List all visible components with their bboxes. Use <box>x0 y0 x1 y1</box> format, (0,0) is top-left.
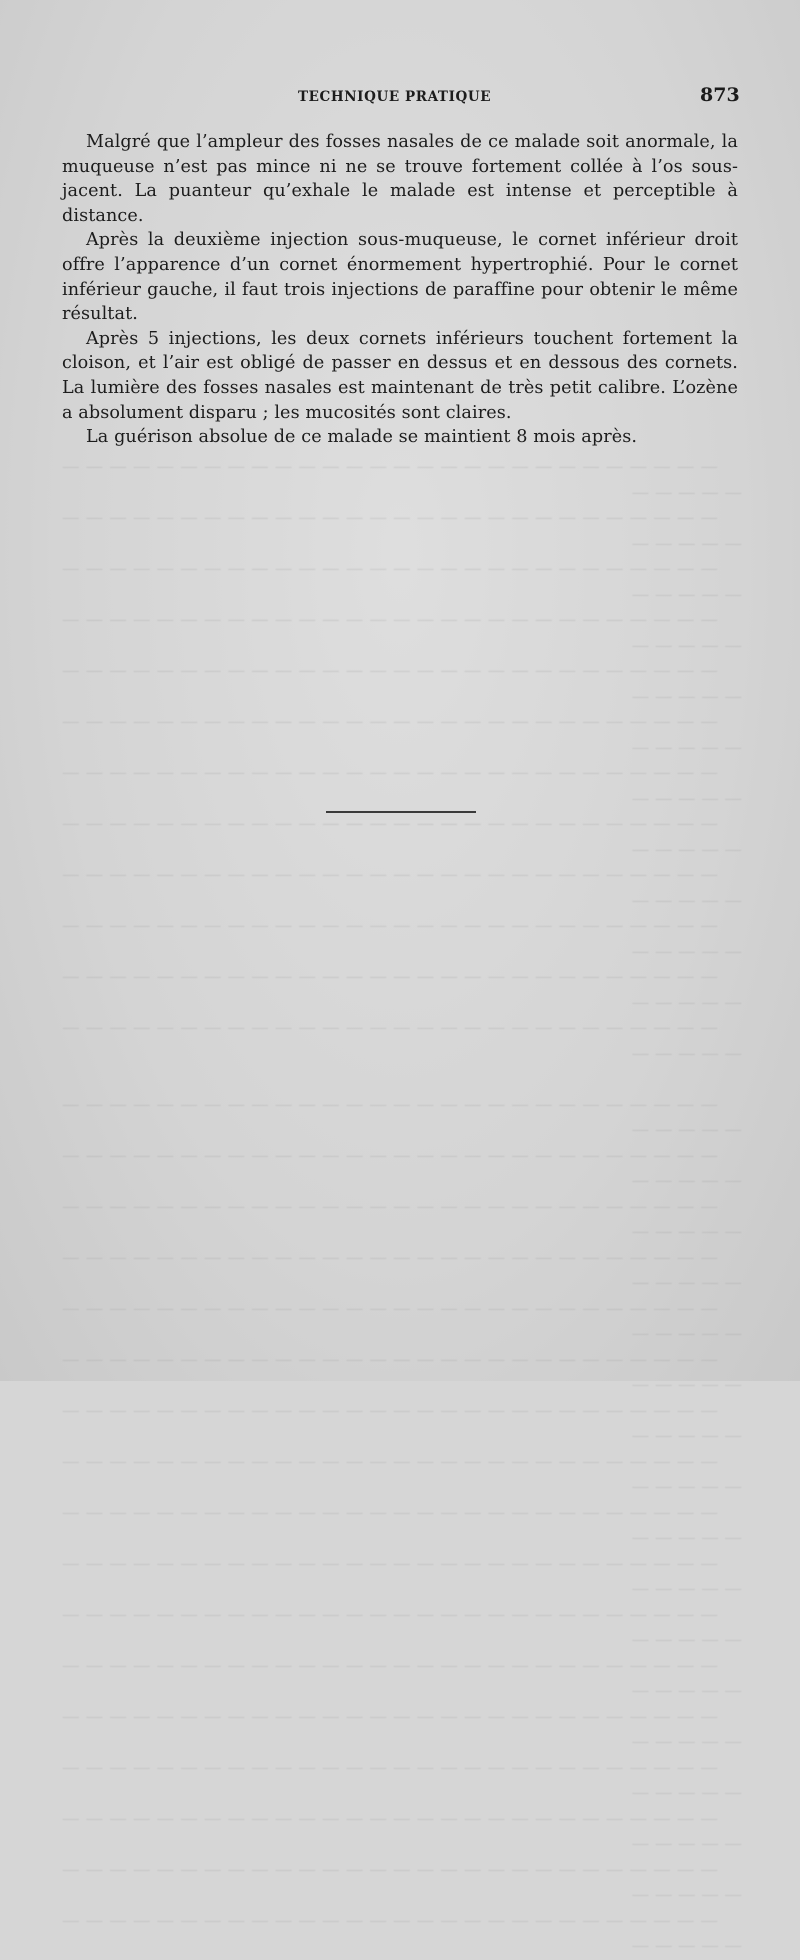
paragraph: Après la deuxième injection sous-muqueuse, le cornet inférieur droit offre l’apparence d’un cornet énormement hypertrophié. Pour le cornet inférieur gauche, il faut trois injections de paraffine pour obtenir le même résultat. <box>62 230 738 325</box>
body-text <box>62 130 738 450</box>
section-separator <box>326 811 476 813</box>
running-head: TECHNIQUE PRATIQUE <box>298 89 492 105</box>
show-through-bleed: — — — — — — — — — — — — — — — — — — — — — — — — — — — — — — — — — — — — — — — — — — — — — — — — — — — — — — — — — — — — — — — — — — — — — — — — — — — — — — — — — — — — — — — — — — — — — — — — — — — — — — — — — — — — — — — — — — — — — — — — — — — — — — — — — — — — — — — — — — — — — — — — — — — — — — — — — — — — — — — — — — — — — — — — — — — — — — — — — — — — — — — — — — — — — — — — — — — — — — — — — — — — — — — — — — — — — — — — — — — — — — — — — — — — — — — — — — — — — — — — — — — — — — — — — — — — — — — — — — — — — — — — — — — — — — — — — — — — — — — — — — — — — — — — — — — — — — — — — — — — — — — — — — — — — — — — — — — — — — — — — — — — — — — — — — — — — — — — — — — — — — — — — — — — — — — — — — — — — — — — — — — — — — — — — — — — — — — — — — — — — — — — — — — — — — — — — — — — — — — — — — — — — — — — — — — — — — — — — — — — — — — — — — — — — — — — — — — — — — — — — — — — — — — — — — — — — — — — — — — — — — — — — — — — — — — — — — — — — — — — — — — — — — — — — — — — — — — — — — — — — — — — — — — — — — — — — — — — — — — — — — — — — — — — — — — — — — — — — — — — — — — — — — — — — — — — — — — — — — — — — — — — — — — — — — — — — — — — — — — — — — — — — — — — — — — — — — — — — — — — — — — — — — — — — — — — — — — — — — — — — — — — — — — — — — — — — — — — — — — — — — — — — — — — — — — — — — — — — — — — — — — — — — — — — — — — — — — — — — — — — — — — — — — — — — — — — — — — — — — — — — — — — — — — — — — — — — — — — — — — — — — — — — — — — — — — — — — — — — — — — — — — — — — — — — — — — — — — — — — — — — — — — — — — — — — — — — — — — — — — — — — — — — — — — — — — — — — — — — — — — — — — — — — — — — — — — — — — — — — — — — — — — — — — — — — — — — — — — — — — — — — — — — — — — — — — — — — — — — — — — — — — — — — — — — — — — — — — — — — — — — — — — — — — — — — — — — — — — — — — — — — — — — — — — — — — — — — — — — — — — — — — — — — — — — — — — — — — — — — — — — — — — — — — — — — — — — — — — <box>62 457 742 1956</box>
paragraph: Après 5 injections, les deux cornets inférieurs touchent fortement la cloison, et l’air est obligé de passer en dessus et en dessous des cornets. La lumière des fosses nasales est maintenant de très petit calibre. L’ozène a absolument disparu ; les mucosités sont claires. <box>62 328 738 423</box>
paragraph: La guérison absolue de ce malade se maintient 8 mois après. <box>86 427 638 448</box>
page-number: 873 <box>700 84 740 106</box>
paragraph: Malgré que l’ampleur des fosses nasales de ce malade soit anormale, la muqueuse n’est pas mince ni ne se trouve fortement collée à l’os sous-jacent. La puanteur qu’exhale le malade est intense et perceptible à distance. <box>62 132 738 226</box>
